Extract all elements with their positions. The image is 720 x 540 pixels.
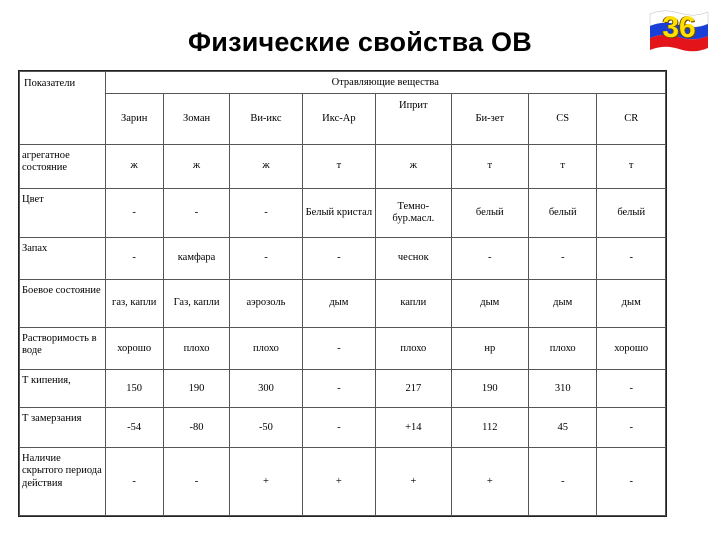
slide-number-badge — [646, 4, 712, 52]
table-cell: - — [302, 370, 375, 408]
table-cell: - — [529, 448, 597, 516]
table-cell: ж — [105, 144, 163, 188]
table-cell: т — [302, 144, 375, 188]
agent-header-cell: Зарин — [105, 94, 163, 145]
table-cell: 217 — [376, 370, 451, 408]
agent-header-cell: Иприт — [376, 94, 451, 145]
row-label: Т замерзания — [20, 408, 106, 448]
agent-header-cell: Би-зет — [451, 94, 528, 145]
slide-number: 36 — [662, 11, 696, 44]
table-cell: -80 — [163, 408, 229, 448]
table-cell: ж — [376, 144, 451, 188]
table-cell: + — [302, 448, 375, 516]
row-label: Запах — [20, 237, 106, 279]
agent-header-cell: Зоман — [163, 94, 229, 145]
table-row — [20, 408, 666, 448]
table-cell: 300 — [230, 370, 302, 408]
row-label: Боевое состояние — [20, 279, 106, 328]
table-cell: - — [529, 237, 597, 279]
table-cell: плохо — [163, 328, 229, 370]
table-cell: + — [230, 448, 302, 516]
table-cell: - — [597, 237, 666, 279]
table-cell: 190 — [451, 370, 528, 408]
table-cell: +14 — [376, 408, 451, 448]
properties-table — [19, 71, 666, 516]
agent-header-cell: CR — [597, 94, 666, 145]
table-cell: - — [302, 328, 375, 370]
table-cell: - — [597, 448, 666, 516]
table-row — [20, 144, 666, 188]
table-cell: аэрозоль — [230, 279, 302, 328]
row-label: Т кипения, — [20, 370, 106, 408]
table-cell: - — [163, 448, 229, 516]
table-cell: белый — [597, 189, 666, 238]
table-cell: - — [230, 189, 302, 238]
table-cell: - — [302, 408, 375, 448]
table-row — [20, 237, 666, 279]
group-header: Отравляющие вещества — [105, 72, 666, 94]
table-cell: капли — [376, 279, 451, 328]
table-cell: нр — [451, 328, 528, 370]
table-cell: - — [163, 189, 229, 238]
table-cell: - — [597, 408, 666, 448]
table-row — [20, 448, 666, 516]
table-cell: + — [451, 448, 528, 516]
page-title: Физические свойства ОВ — [188, 27, 532, 57]
table-cell: -54 — [105, 408, 163, 448]
table-cell: белый — [451, 189, 528, 238]
table-cell: ж — [163, 144, 229, 188]
row-label: Растворимость в воде — [20, 328, 106, 370]
table-cell: - — [105, 189, 163, 238]
table-cell: дым — [302, 279, 375, 328]
row-label: агрегатное состояние — [20, 144, 106, 188]
row-label: Наличие скрытого периода действия — [20, 448, 106, 516]
table-cell: + — [376, 448, 451, 516]
table-cell: дым — [597, 279, 666, 328]
table-cell: чеснок — [376, 237, 451, 279]
table-cell: т — [451, 144, 528, 188]
table-cell: 45 — [529, 408, 597, 448]
table-cell: 310 — [529, 370, 597, 408]
table-cell: ж — [230, 144, 302, 188]
table-cell: Темно-бур.масл. — [376, 189, 451, 238]
table-row — [20, 189, 666, 238]
table-row — [20, 279, 666, 328]
table-cell: - — [302, 237, 375, 279]
table-cell: - — [597, 370, 666, 408]
row-header-label: Показатели — [20, 72, 106, 145]
table-cell: т — [597, 144, 666, 188]
agent-header-cell: CS — [529, 94, 597, 145]
table-cell: т — [529, 144, 597, 188]
row-label: Цвет — [20, 189, 106, 238]
table-cell: - — [230, 237, 302, 279]
table-cell: плохо — [376, 328, 451, 370]
table-cell: дым — [529, 279, 597, 328]
table-cell: 190 — [163, 370, 229, 408]
table-cell: камфара — [163, 237, 229, 279]
table-cell: хорошо — [597, 328, 666, 370]
table-cell: 112 — [451, 408, 528, 448]
table-cell: хорошо — [105, 328, 163, 370]
table-cell: - — [451, 237, 528, 279]
table-cell: плохо — [230, 328, 302, 370]
agent-header-cell: Икс-Ар — [302, 94, 375, 145]
agent-header-cell: Ви-икс — [230, 94, 302, 145]
table-cell: газ, капли — [105, 279, 163, 328]
table-row — [20, 370, 666, 408]
table-cell: дым — [451, 279, 528, 328]
table-cell: 150 — [105, 370, 163, 408]
table-cell: - — [105, 237, 163, 279]
table-cell: Газ, капли — [163, 279, 229, 328]
table-row — [20, 328, 666, 370]
table-cell: плохо — [529, 328, 597, 370]
table-cell: белый — [529, 189, 597, 238]
table-cell: - — [105, 448, 163, 516]
table-cell: -50 — [230, 408, 302, 448]
table-cell: Белый кристал — [302, 189, 375, 238]
